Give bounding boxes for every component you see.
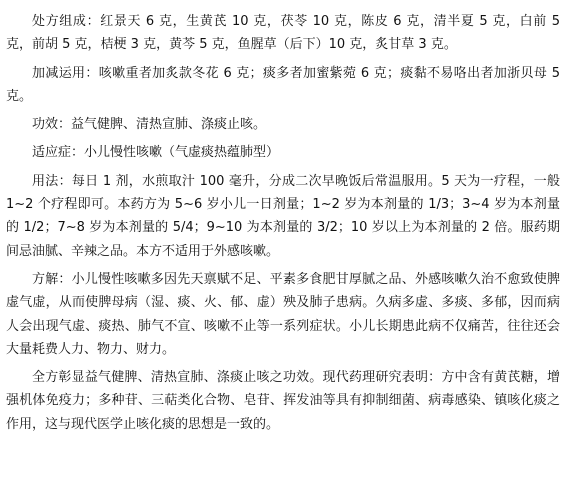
prescription-composition: 处方组成：红景天 6 克，生黄芪 10 克，茯苓 10 克，陈皮 6 克，清半夏 5 克，白前 5 克，前胡 5 克，桔梗 3 克，黄芩 5 克，鱼腥草（后下）10 克，炙甘草 3 克。: [6, 14, 560, 53]
indications: 适应症：小儿慢性咳嗽（气虚痰热蕴肺型）: [32, 145, 280, 161]
usage-dosage: 用法：每日 1 剂，水煎取汁 100 毫升，分成二次早晚饭后常温服用。5 天为一疗程，一般 1~2 个疗程即可。本药方为 5~6 岁小儿一日剂量；1~2 岁为本剂量的 1/3；3~4 岁为本剂量的 1/2；7~8 岁为本剂量的 5/4；9~10 为本剂量的 3/2；10 岁以上为本剂量的 2 倍。服药期间忌油腻、辛辣之品。本方不适用于外感咳嗽。: [6, 173, 560, 259]
modification-usage: 加减运用：咳嗽重者加炙款冬花 6 克；痰多者加蜜紫菀 6 克；痰黏不易咯出者加浙贝母 5 克。: [6, 65, 560, 104]
efficacy: 功效：益气健脾、清热宣肺、涤痰止咳。: [32, 117, 267, 133]
formula-explanation: 方解：小儿慢性咳嗽多因先天禀赋不足、平素多食肥甘厚腻之品、外感咳嗽久治不愈致使脾虚气虚，从而使脾母病（湿、痰、火、郁、虚）殃及肺子患病。久病多虚、多痰、多郁，因而病人会出现气虚、痰热、肺气不宣、咳嗽不止等一系列症状。小儿长期患此病不仅痛苦，往往还会大量耗费人力、物力、财力。: [6, 271, 560, 357]
pharmacology-summary: 全方彰显益气健脾、清热宣肺、涤痰止咳之功效。现代药理研究表明：方中含有黄芪糖，增强机体免疫力；多种苷、三萜类化合物、皂苷、挥发油等具有抑制细菌、病毒感染、镇咳化痰之作用，这与现代医学止咳化痰的思想是一致的。: [6, 370, 560, 432]
